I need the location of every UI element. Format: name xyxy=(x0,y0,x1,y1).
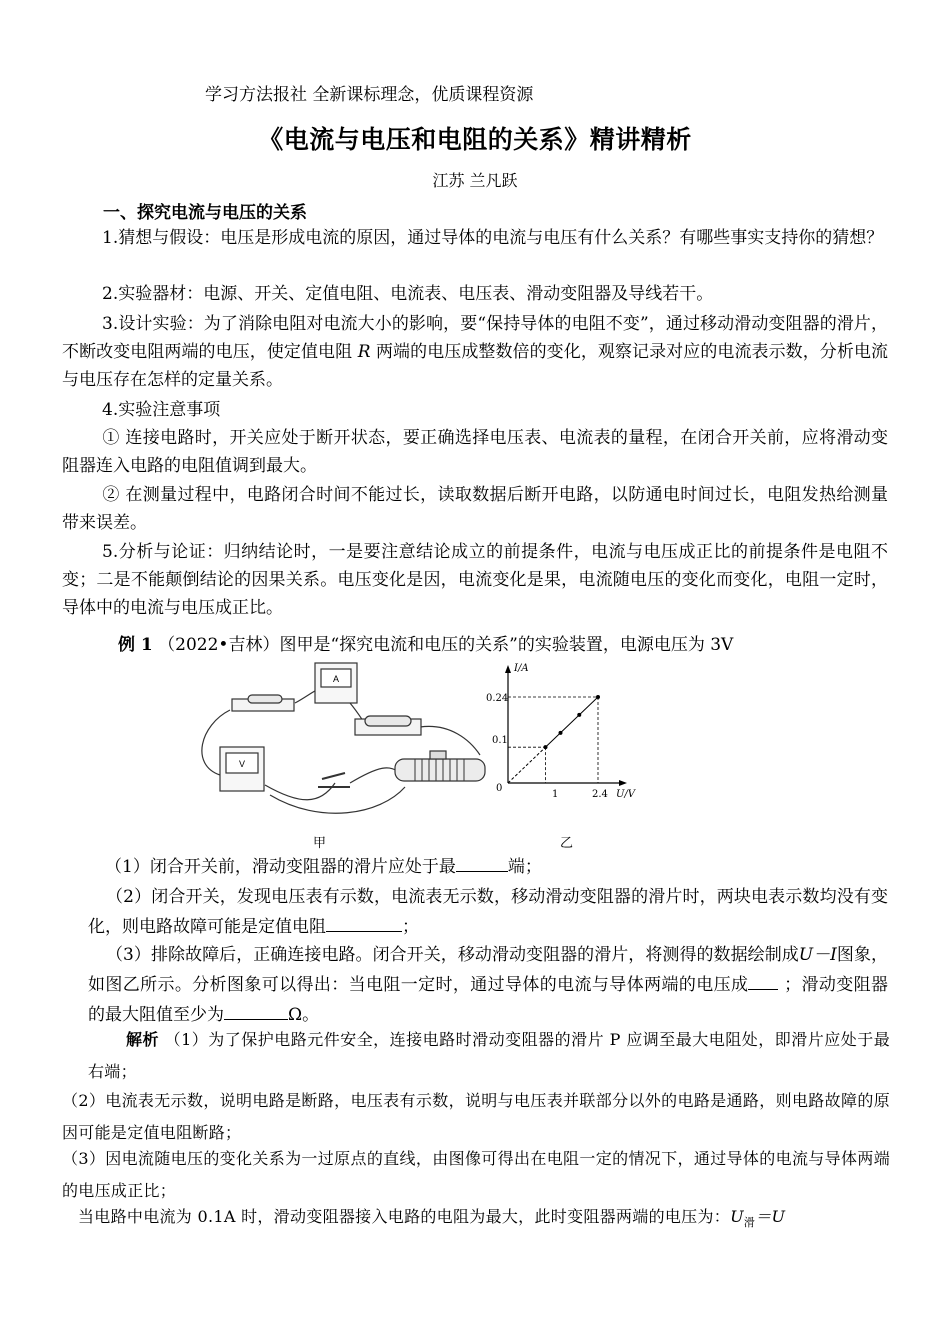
data-point xyxy=(544,745,548,749)
paragraph-design: 3.设计实验：为了消除电阻对电流大小的影响，要“保持导体的电阻不变”，通过移动滑动变阻器的滑片，不断改变电阻两端的电压，使定值电阻 R 两端的电压成整数倍的变化，观察记录对应的电流表示数，分析电流与电压存在怎样的定量关系。 xyxy=(62,314,889,390)
author-line: 江苏 兰凡跃 xyxy=(432,171,518,190)
y-axis-arrow xyxy=(505,665,511,673)
origin-label: 0 xyxy=(496,783,503,794)
x-axis-arrow xyxy=(619,780,627,786)
y-axis-label: I/A xyxy=(514,663,529,674)
x-axis-label: U/V xyxy=(616,789,636,800)
y-tick-label: 0.1 xyxy=(492,735,508,746)
apparatus-diagram xyxy=(202,663,485,813)
analysis-4: 当电路中电流为 0.1A 时，滑动变阻器接入电路的电阻为最大，此时变阻器两端的电压为：$U_滑=U$ xyxy=(78,1207,786,1230)
answer-blank-4[interactable] xyxy=(224,1001,288,1020)
experiment-figure xyxy=(190,655,660,825)
rheostat xyxy=(395,759,485,781)
question-2: （2）闭合开关，发现电压表有示数，电流表无示数，移动滑动变阻器的滑片时，两块电表示数均没有变化，则电路故障可能是定值电阻 ； xyxy=(88,887,888,937)
wire xyxy=(265,783,335,800)
page-title: 《电流与电压和电阻的关系》精讲精析 xyxy=(258,125,692,154)
caption-right: 乙 xyxy=(560,836,574,851)
wire xyxy=(350,768,400,783)
example-label: 例 1 xyxy=(118,635,153,655)
publisher-header: 学习方法报社 全新课标理念，优质课程资源 xyxy=(205,85,534,105)
wire xyxy=(270,787,405,813)
data-point xyxy=(596,695,600,699)
question-1: （1）闭合开关前，滑动变阻器的滑片应处于最 端； xyxy=(105,852,885,882)
answer-blank-3[interactable] xyxy=(748,971,778,990)
data-line-segment xyxy=(546,697,599,747)
wire xyxy=(420,726,480,755)
paragraph-notes-heading: 4.实验注意事项 xyxy=(102,400,221,420)
paragraph-hypothesis: 1.猜想与假设：电压是形成电流的原因，通过导体的电流与电压有什么关系？有哪些事实支持你的猜想？ xyxy=(102,228,884,248)
paragraph-analysis: 5.分析与论证：归纳结论时，一是要注意结论成立的前提条件，电流与电压成正比的前提条件是电阻不变；二是不能颠倒结论的因果关系。电压变化是因，电流变化是果，电流随电压的变化而变化，电阻一定时，导体中的电流与电压成正比。 xyxy=(62,542,888,618)
example-heading: 例 1 （2022•吉林）图甲是“探究电流和电压的关系”的实验装置，电源电压为 3V xyxy=(118,635,734,655)
voltmeter-label: V xyxy=(238,759,246,769)
analysis-3: （3）因电流随电压的变化关系为一过原点的直线，由图像可得出在电阻一定的情况下，通过导体的电流与导体两端的电压成正比； xyxy=(62,1149,890,1200)
caption-left: 甲 xyxy=(313,836,327,851)
analysis-1: 解析 （1）为了保护电路元件安全，连接电路时滑动变阻器的滑片 P 应调至最大电阻处，即滑片应处于最右端； xyxy=(88,1030,891,1081)
ammeter-label: A xyxy=(332,674,340,684)
analysis-2: （2）电流表无示数，说明电路是断路，电压表有示数，说明与电压表并联部分以外的电路是通路，则电路故障的原因可能是定值电阻断路； xyxy=(62,1091,890,1142)
paragraph-note-1: ① 连接电路时，开关应处于断开状态，要正确选择电压表、电流表的量程，在闭合开关前，应将滑动变阻器连入电路的电阻值调到最大。 xyxy=(62,428,888,476)
paragraph-equipment: 2.实验器材：电源、开关、定值电阻、电流表、电压表、滑动变阻器及导线若干。 xyxy=(102,284,714,304)
question-3: （3）排除故障后，正确连接电路。闭合开关，移动滑动变阻器的滑片，将测得的数据绘制成U－I图象，如图乙所示。分析图象可以得出：当电阻一定时，通过导体的电流与导体两端的电压成 ；滑动变阻器的最大阻值至少为 Ω。 xyxy=(88,945,889,1025)
x-tick-label: 1 xyxy=(552,789,559,800)
iu-graph xyxy=(486,663,637,800)
data-line xyxy=(508,747,546,783)
data-point xyxy=(559,731,563,735)
data-point xyxy=(577,713,581,717)
answer-blank-2[interactable] xyxy=(326,913,402,932)
y-tick-label: 0.24 xyxy=(486,693,509,704)
answer-blank-1[interactable] xyxy=(456,853,508,872)
x-tick-label: 2.4 xyxy=(592,789,608,800)
section-heading: 一、探究电流与电压的关系 xyxy=(103,203,307,223)
analysis-label: 解析 xyxy=(126,1030,159,1049)
paragraph-note-2: ② 在测量过程中，电路闭合时间不能过长，读取数据后断开电路，以防通电时间过长，电阻发热给测量带来误差。 xyxy=(62,485,888,533)
